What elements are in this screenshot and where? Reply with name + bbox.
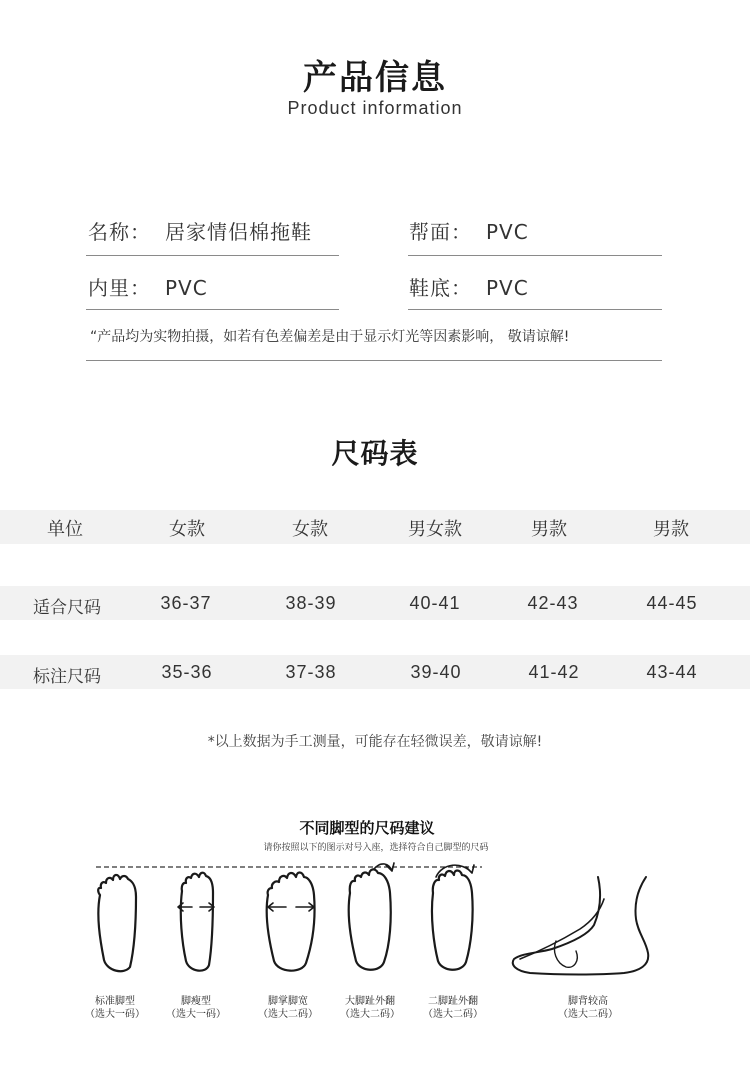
foot-guide-subtitle: 请你按照以下的图示对号入座，选择符合自己脚型的尺码 [263,843,489,853]
info-lining-value: PVC [165,276,208,300]
foot-type-second-toe-valgus [403,995,503,1021]
foot-type-name: 脚背较高 [568,996,608,1007]
divider [86,360,662,361]
info-name-label: 名称： [88,220,151,244]
divider [86,309,339,310]
high-instep-foot-icon [513,877,648,975]
info-name-value: 居家情侣棉拖鞋 [165,220,312,244]
info-lining [88,272,208,301]
info-sole [409,272,529,301]
foot-type-thin [146,995,246,1021]
divider [408,309,662,310]
foot-type-advice: （选大一码） [166,1009,226,1020]
table-cell: 42-43 [527,593,579,613]
table-header-cell: 女款 [292,519,328,540]
table-row [0,586,750,620]
foot-type-high-instep [538,995,638,1021]
info-sole-label: 鞋底： [409,276,472,300]
foot-type-name: 脚掌脚宽 [268,996,308,1007]
foot-types-illustration [0,855,750,985]
thin-foot-icon [178,873,214,971]
divider [408,255,662,256]
foot-guide-title: 不同脚型的尺码建议 [299,819,435,837]
info-name [88,216,312,245]
table-cell: 41-42 [528,662,580,682]
page-subtitle: Product information [287,98,463,118]
standard-foot-icon [98,875,136,971]
table-header-cell: 男款 [653,519,689,540]
foot-type-advice: （选大二码） [258,1009,318,1020]
size-chart-title: 尺码表 [331,437,419,470]
foot-type-advice: （选大二码） [423,1009,483,1020]
table-cell: 37-38 [285,662,337,682]
color-disclaimer: “产品均为实物拍摄，如若有色差偏差是由于显示灯光等因素影响， 敬请谅解! [90,329,570,345]
foot-type-advice: （选大一码） [85,1009,145,1020]
info-lining-label: 内里： [88,276,151,300]
table-header-cell: 男款 [531,519,567,540]
foot-type-name: 二脚趾外翻 [428,996,478,1007]
table-cell: 38-39 [285,593,337,613]
foot-type-name: 脚瘦型 [181,996,211,1007]
table-header-row [0,510,750,544]
second-toe-valgus-foot-icon [432,865,474,970]
info-upper [409,216,529,245]
wide-foot-icon [267,873,315,971]
divider [86,255,339,256]
table-row [0,655,750,689]
foot-type-advice: （选大二码） [340,1009,400,1020]
info-upper-label: 帮面： [409,220,472,244]
info-upper-value: PVC [486,220,529,244]
table-row-label: 适合尺码 [33,598,101,618]
table-header-cell: 单位 [47,519,83,540]
info-sole-value: PVC [486,276,529,300]
big-toe-valgus-foot-icon [349,863,394,970]
page-title: 产品信息 [303,58,447,98]
table-cell: 44-45 [646,593,698,613]
foot-type-advice: （选大二码） [558,1009,618,1020]
foot-type-name: 标准脚型 [95,996,135,1007]
table-cell: 39-40 [410,662,462,682]
measurement-disclaimer: *以上数据为手工测量，可能存在轻微误差，敬请谅解! [207,734,543,750]
table-cell: 43-44 [646,662,698,682]
table-row-label: 标注尺码 [33,667,101,687]
foot-type-name: 大脚趾外翻 [345,996,395,1007]
table-header-cell: 男女款 [408,519,462,540]
table-cell: 35-36 [161,662,213,682]
table-cell: 36-37 [160,593,212,613]
table-cell: 40-41 [409,593,461,613]
table-header-cell: 女款 [169,519,205,540]
